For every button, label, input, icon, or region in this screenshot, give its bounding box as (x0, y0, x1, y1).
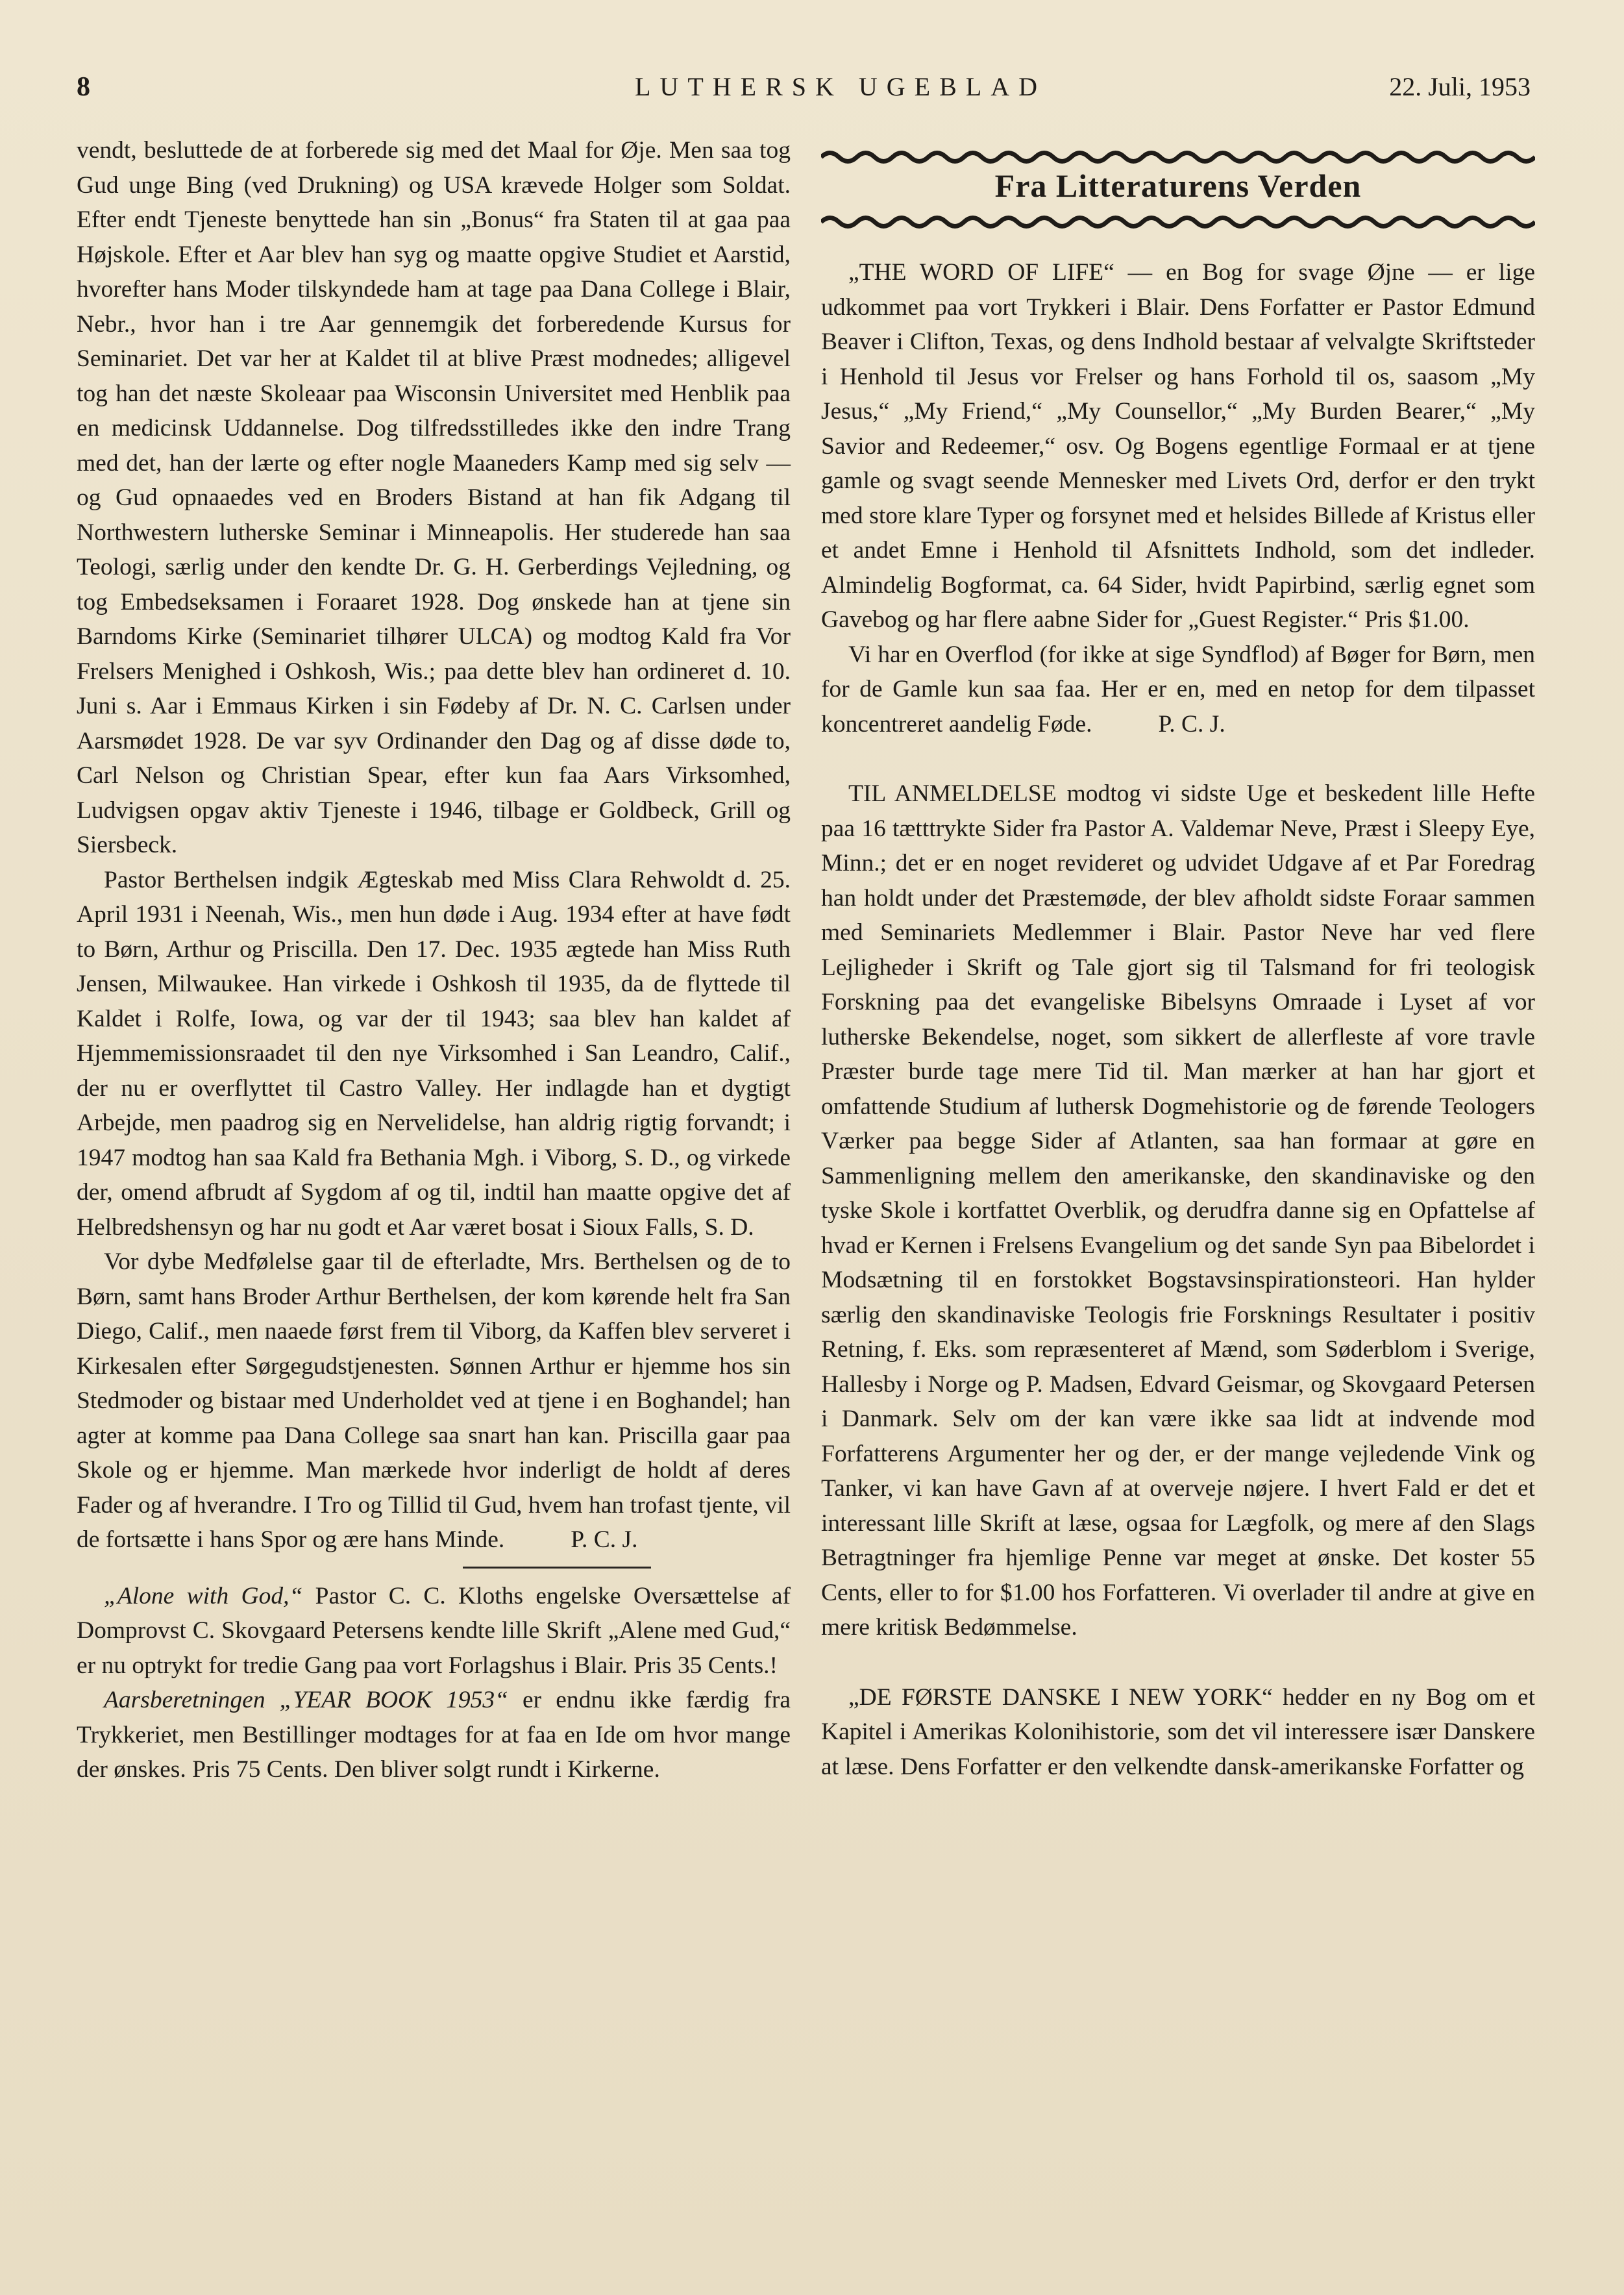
obituary-signature: P. C. J. (571, 1526, 638, 1553)
review-de-forste-danske: „DE FØRSTE DANSKE I NEW YORK“ hedder en ny Bog om et Kapitel i Amerikas Kolonihistorie, som det vil interessere især Danskere at læse. Dens Forfatter er den velkendte dansk-amerikanske Forfatter og (821, 1683, 1535, 1780)
spacer (821, 1645, 1535, 1680)
right-column (821, 133, 1535, 1784)
review-signature: P. C. J. (1158, 710, 1225, 738)
publication-title: LUTHERSK UGEBLAD (635, 72, 1046, 101)
wave-ornament-bottom (821, 212, 1535, 232)
spacer (821, 741, 1535, 776)
left-column (77, 133, 791, 1787)
obituary-paragraph-3 (77, 1245, 791, 1557)
divider-rule (463, 1567, 651, 1569)
obituary-paragraph-1: vendt, besluttede de at forberede sig med det Maal for Øje. Men saa tog Gud unge Bing (ved Drukning) og USA krævede Holger som Soldat. Efter endt Tjeneste benyttede han sin „Bonus“ fra Staten til at gaa paa Højskole. Efter et Aar blev han syg og maatte opgive Studiet et Aarstid, hvorefter hans Moder tilskyndede ham at tage paa Dana College i Blair, Nebr., hvor han i tre Aar gennemgik det forberedende Kursus for Seminariet. Det var her at Kaldet til at blive Præst modnedes; alligevel tog han det næste Skoleaar paa Wisconsin Universitet med Henblik paa en medicinsk Uddannelse. Dog tilfredsstilledes ikke den indre Trang med det, han der lærte og efter nogle Maaneders Kamp med sig selv — og Gud opnaaedes ved en Broders Bistand at han fik Adgang til Northwestern lutherske Seminar i Minneapolis. Her studerede han saa Teologi, særlig under den kendte Dr. G. H. Gerberdings Vejledning, og tog Embedseksamen i Foraaret 1928. Dog ønskede han at tjene sin Barndoms Kirke (Seminariet tilhører ULCA) og modtog Kald fra Vor Frelsers Menighed i Oshkosh, Wis.; paa dette blev han ordineret d. 10. Juni s. Aar i Emmaus Kirken i sin Fødeby af Dr. N. C. Carlsen under Aarsmødet 1928. De var syv Ordinander den Dag og af disse døde to, Carl Nelson og Christian Spear, efter kun faa Aars Virksomhed, Ludvigsen opgav aktiv Tjeneste i 1946, tilbage er Goldbeck, Grill og Siersbeck. (77, 137, 791, 858)
section-title: Fra Litteraturens Verden (994, 167, 1362, 204)
notice-year-book-title: Aarsberetningen „YEAR BOOK 1953“ (104, 1687, 509, 1713)
review-word-of-life: „THE WORD OF LIFE“ — en Bog for svage Øjne — er lige udkommet paa vort Trykkeri i Blair. Dens Forfatter er Pastor Edmund Beaver i Clifton, Texas, og dens Indhold bestaar af velvalgte Skriftsteder i Henhold til Jesus vor Frelser og hans Forhold til os, saasom „My Jesus,“ „My Friend,“ „My Counsellor,“ „My Burden Bearer,“ „My Savior and Redeemer,“ osv. Og Bogens egentlige Formaal er at tjene gamle og svagt seende Mennesker med Livets Ord, derfor er den trykt med store klare Typer og forsynet med et helsides Billede af Kristus eller et andet Emne i Henhold til Afsnittets Indhold, som det indleder. Almindelig Bogformat, ca. 64 Sider, hvidt Papirbind, særlig egnet som Gavebog og har flere aabne Sider for „Guest Register.“ Pris $1.00. (821, 259, 1535, 633)
section-heading (821, 133, 1535, 243)
review-word-of-life-note (821, 638, 1535, 742)
notice-year-book (77, 1683, 791, 1787)
review-word-of-life-note-text: Vi har en Overflod (for ikke at sige Syndflod) af Bøger for Børn, men for de Gamle kun saa faa. Her er en, med en netop for dem tilpasset koncentreret aandelig Føde. (821, 641, 1535, 738)
notice-alone-with-god-title: „Alone with God,“ (104, 1582, 303, 1609)
notice-alone-with-god-body: Pastor C. C. Kloths engelske Oversættelse af Domprovst C. Skovgaard Petersens kendte lille Skrift „Alene med Gud,“ er nu optrykt for tredie Gang paa vort Forlagshus i Blair. Pris 35 Cents.! (77, 1582, 791, 1679)
issue-date: 22. Juli, 1953 (1389, 72, 1531, 101)
obituary-paragraph-3-text: Vor dybe Medfølelse gaar til de efterladte, Mrs. Berthelsen og de to Børn, samt hans Broder Arthur Berthelsen, der kom kørende helt fra San Diego, Calif., men naaede først frem til Viborg, da Kaffen blev serveret i Kirkesalen efter Sørgegudstjenesten. Sønnen Arthur er hjemme hos sin Stedmoder og bistaar med Underholdet ved at tjene i en Boghandel; han agter at komme paa Dana College saa snart han kan. Priscilla gaar paa Skole og er hjemme. Man mærkede hvor inderligt de holdt af deres Fader og af hverandre. I Tro og Tillid til Gud, hvem han trofast tjente, vil de fortsætte i hans Spor og ære hans Minde. (77, 1248, 791, 1553)
page-number: 8 (77, 72, 90, 102)
notice-year-book-body: er endnu ikke færdig fra Trykkeriet, men Bestillinger modtages for at faa en Ide om hvor mange der ønskes. Pris 75 Cents. Den bliver solgt rundt i Kirkerne. (77, 1687, 791, 1783)
wave-ornament-top (821, 147, 1535, 167)
review-til-anmeldelse: TIL ANMELDELSE modtog vi sidste Uge et beskedent lille Hefte paa 16 tætttrykte Sider fra Pastor A. Valdemar Neve, Præst i Sleepy Eye, Minn.; det er en noget revideret og udvidet Udgave af et Par Foredrag han holdt under det Præstemøde, der blev afholdt sidste Foraar sammen med Seminariets Medlemmer i Blair. Pastor Neve har ved flere Lejligheder i Skrift og Tale gjort sig til Talsmand for fri teologisk Forskning paa det evangeliske Bibelsyns Omraade i Lyset af vor lutherske Bekendelse, noget, som sikkert de allerfleste af vore travle Præster burde tage mere Tid til. Man mærker at han har gjort et omfattende Studium af luthersk Dogmehistorie og de førende Teologers Værker paa begge Sider af Atlanten, saa han formaar at gøre en Sammenligning mellem den amerikanske, den skandinaviske og den tyske Skole i kortfattet Overblik, og derudfra danne sig en Opfattelse af hvad er Kernen i Frelsens Evangelium og det sande Syn paa Bibelordet i Modsætning til en forstokket Bogstavsinspirationsteori. Han hylder særlig den skandinaviske Teologis frie Forsknings Resultater i positiv Retning, f. Eks. som repræsenteret af Mænd, som Søderblom i Sverige, Hallesby i Norge og P. Madsen, Edvard Geismar, og Skovgaard Petersen i Danmark. Selv om der kan være ikke saa lidt at indvende mod Forfatterens Argumenter her og der, er der mange vejledende Vink og Tanker, vi kan have Gavn af at overveje nøjere. I hvert Fald er det et interessant lille Skrift at læse, ogsaa for Lægfolk, og mere af den Slags Betragtninger fra hjemlige Penne var meget at ønske. Det koster 55 Cents, eller to for $1.00 hos Forfatteren. Vi overlader til andre at give en mere kritisk Bedømmelse. (821, 780, 1535, 1641)
notice-alone-with-god (77, 1579, 791, 1683)
page-header (77, 71, 1531, 117)
obituary-paragraph-2: Pastor Berthelsen indgik Ægteskab med Miss Clara Rehwoldt d. 25. April 1931 i Neenah, Wis., men hun døde i Aug. 1934 efter at have født to Børn, Arthur og Priscilla. Den 17. Dec. 1935 ægtede han Miss Ruth Jensen, Milwaukee. Han virkede i Oshkosh til 1935, da de flyttede til Kaldet i Rolfe, Iowa, og var der til 1943; saa blev han kaldet af Hjemmemissionsraadet til den nye Virksomhed i San Leandro, Calif., der nu er overflyttet til Castro Valley. Her indlagde han et dygtigt Arbejde, men paadrog sig en Nervelidelse, han aldrig rigtig forvandt; i 1947 modtog han saa Kald fra Bethania Mgh. i Viborg, S. D., og virkede der, omend afbrudt af Sygdom af og til, indtil han maatte opgive det af Helbredshensyn og har nu godt et Aar været bosat i Sioux Falls, S. D. (77, 866, 791, 1241)
